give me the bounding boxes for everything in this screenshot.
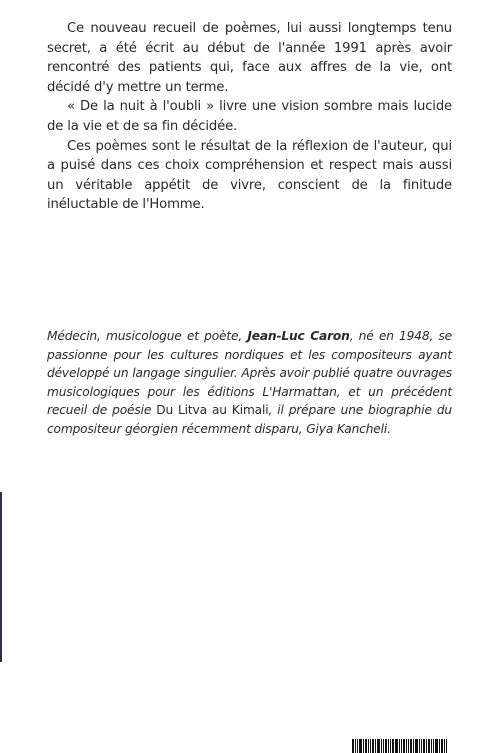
barcode-bar: [421, 739, 422, 753]
barcode-bar: [431, 739, 432, 753]
barcode-bar: [415, 739, 418, 753]
barcode-bar: [403, 739, 405, 753]
barcode-bar: [439, 739, 440, 753]
barcode-bar: [375, 739, 376, 753]
barcode-bar: [390, 739, 391, 753]
barcode-bar: [399, 739, 400, 753]
barcode-bar: [363, 739, 364, 753]
barcode-bar: [426, 739, 427, 753]
barcode-bar: [381, 739, 382, 753]
blurb-paragraph-1: Ce nouveau recueil de poèmes, lui aussi longtemps tenu secret, a été écrit au début de l'année 1991 après avoir rencontré des patients qui, face aux affres de la vie, ont décidé d'y mettre un terme.: [47, 21, 452, 95]
barcode-bar: [435, 739, 438, 753]
barcode-bar: [441, 739, 443, 753]
barcode-bar: [446, 739, 447, 753]
barcode-bar: [406, 739, 407, 753]
barcode-bar: [352, 739, 354, 753]
cover-edge-strip: [0, 492, 2, 662]
barcode-bar: [410, 739, 412, 753]
barcode-bar: [408, 739, 409, 753]
barcode-bar: [368, 739, 369, 753]
bio-text-1: , né en 1948, se passionne pour les cultures nordiques et les compositeurs ayant développé un langage singulier. Après avoir publié quatre ouvrages musicologiques pour les éditions L'Harmattan, et un précédent recueil de poésie: [47, 329, 452, 418]
previous-book-title: Du Litva au Kimali: [156, 403, 269, 418]
author-biography: [47, 327, 452, 439]
blurb-paragraph-2: « De la nuit à l'oubli » livre une vision sombre mais lucide de la vie et de sa fin décidée.: [47, 99, 452, 134]
barcode-bar: [388, 739, 389, 753]
barcode-bar: [419, 739, 420, 753]
bio-intro: Médecin, musicologue et poète,: [47, 329, 248, 343]
barcode-bar: [444, 739, 445, 753]
barcode-bar: [370, 739, 371, 753]
barcode-bar: [428, 739, 430, 753]
barcode: [352, 739, 460, 753]
barcode-bar: [433, 739, 434, 753]
barcode-bar: [365, 739, 367, 753]
barcode-bar: [423, 739, 425, 753]
barcode-bar: [385, 739, 387, 753]
barcode-bar: [401, 739, 402, 753]
bio-text-2: , il prépare une biographie du compositeur géorgien récemment disparu, Giya Kancheli.: [47, 403, 452, 436]
barcode-bar: [355, 739, 356, 753]
author-name: Jean-Luc Caron: [247, 329, 350, 343]
bio-paragraph: [47, 327, 452, 439]
barcode-bar: [372, 739, 374, 753]
barcode-bar: [377, 739, 380, 753]
barcode-bar: [383, 739, 384, 753]
blurb-paragraph-3: Ces poèmes sont le résultat de la réflexion de l'auteur, qui a puisé dans ces choix compréhension et respect mais aussi un véritable appétit de vivre, conscient de la finitude inéluctable de l'Homme.: [47, 138, 452, 213]
barcode-bar: [413, 739, 414, 753]
barcode-bar: [392, 739, 394, 753]
back-cover-blurb: [47, 19, 452, 215]
barcode-bar: [395, 739, 398, 753]
barcode-bar: [359, 739, 362, 753]
barcode-bar: [357, 739, 358, 753]
